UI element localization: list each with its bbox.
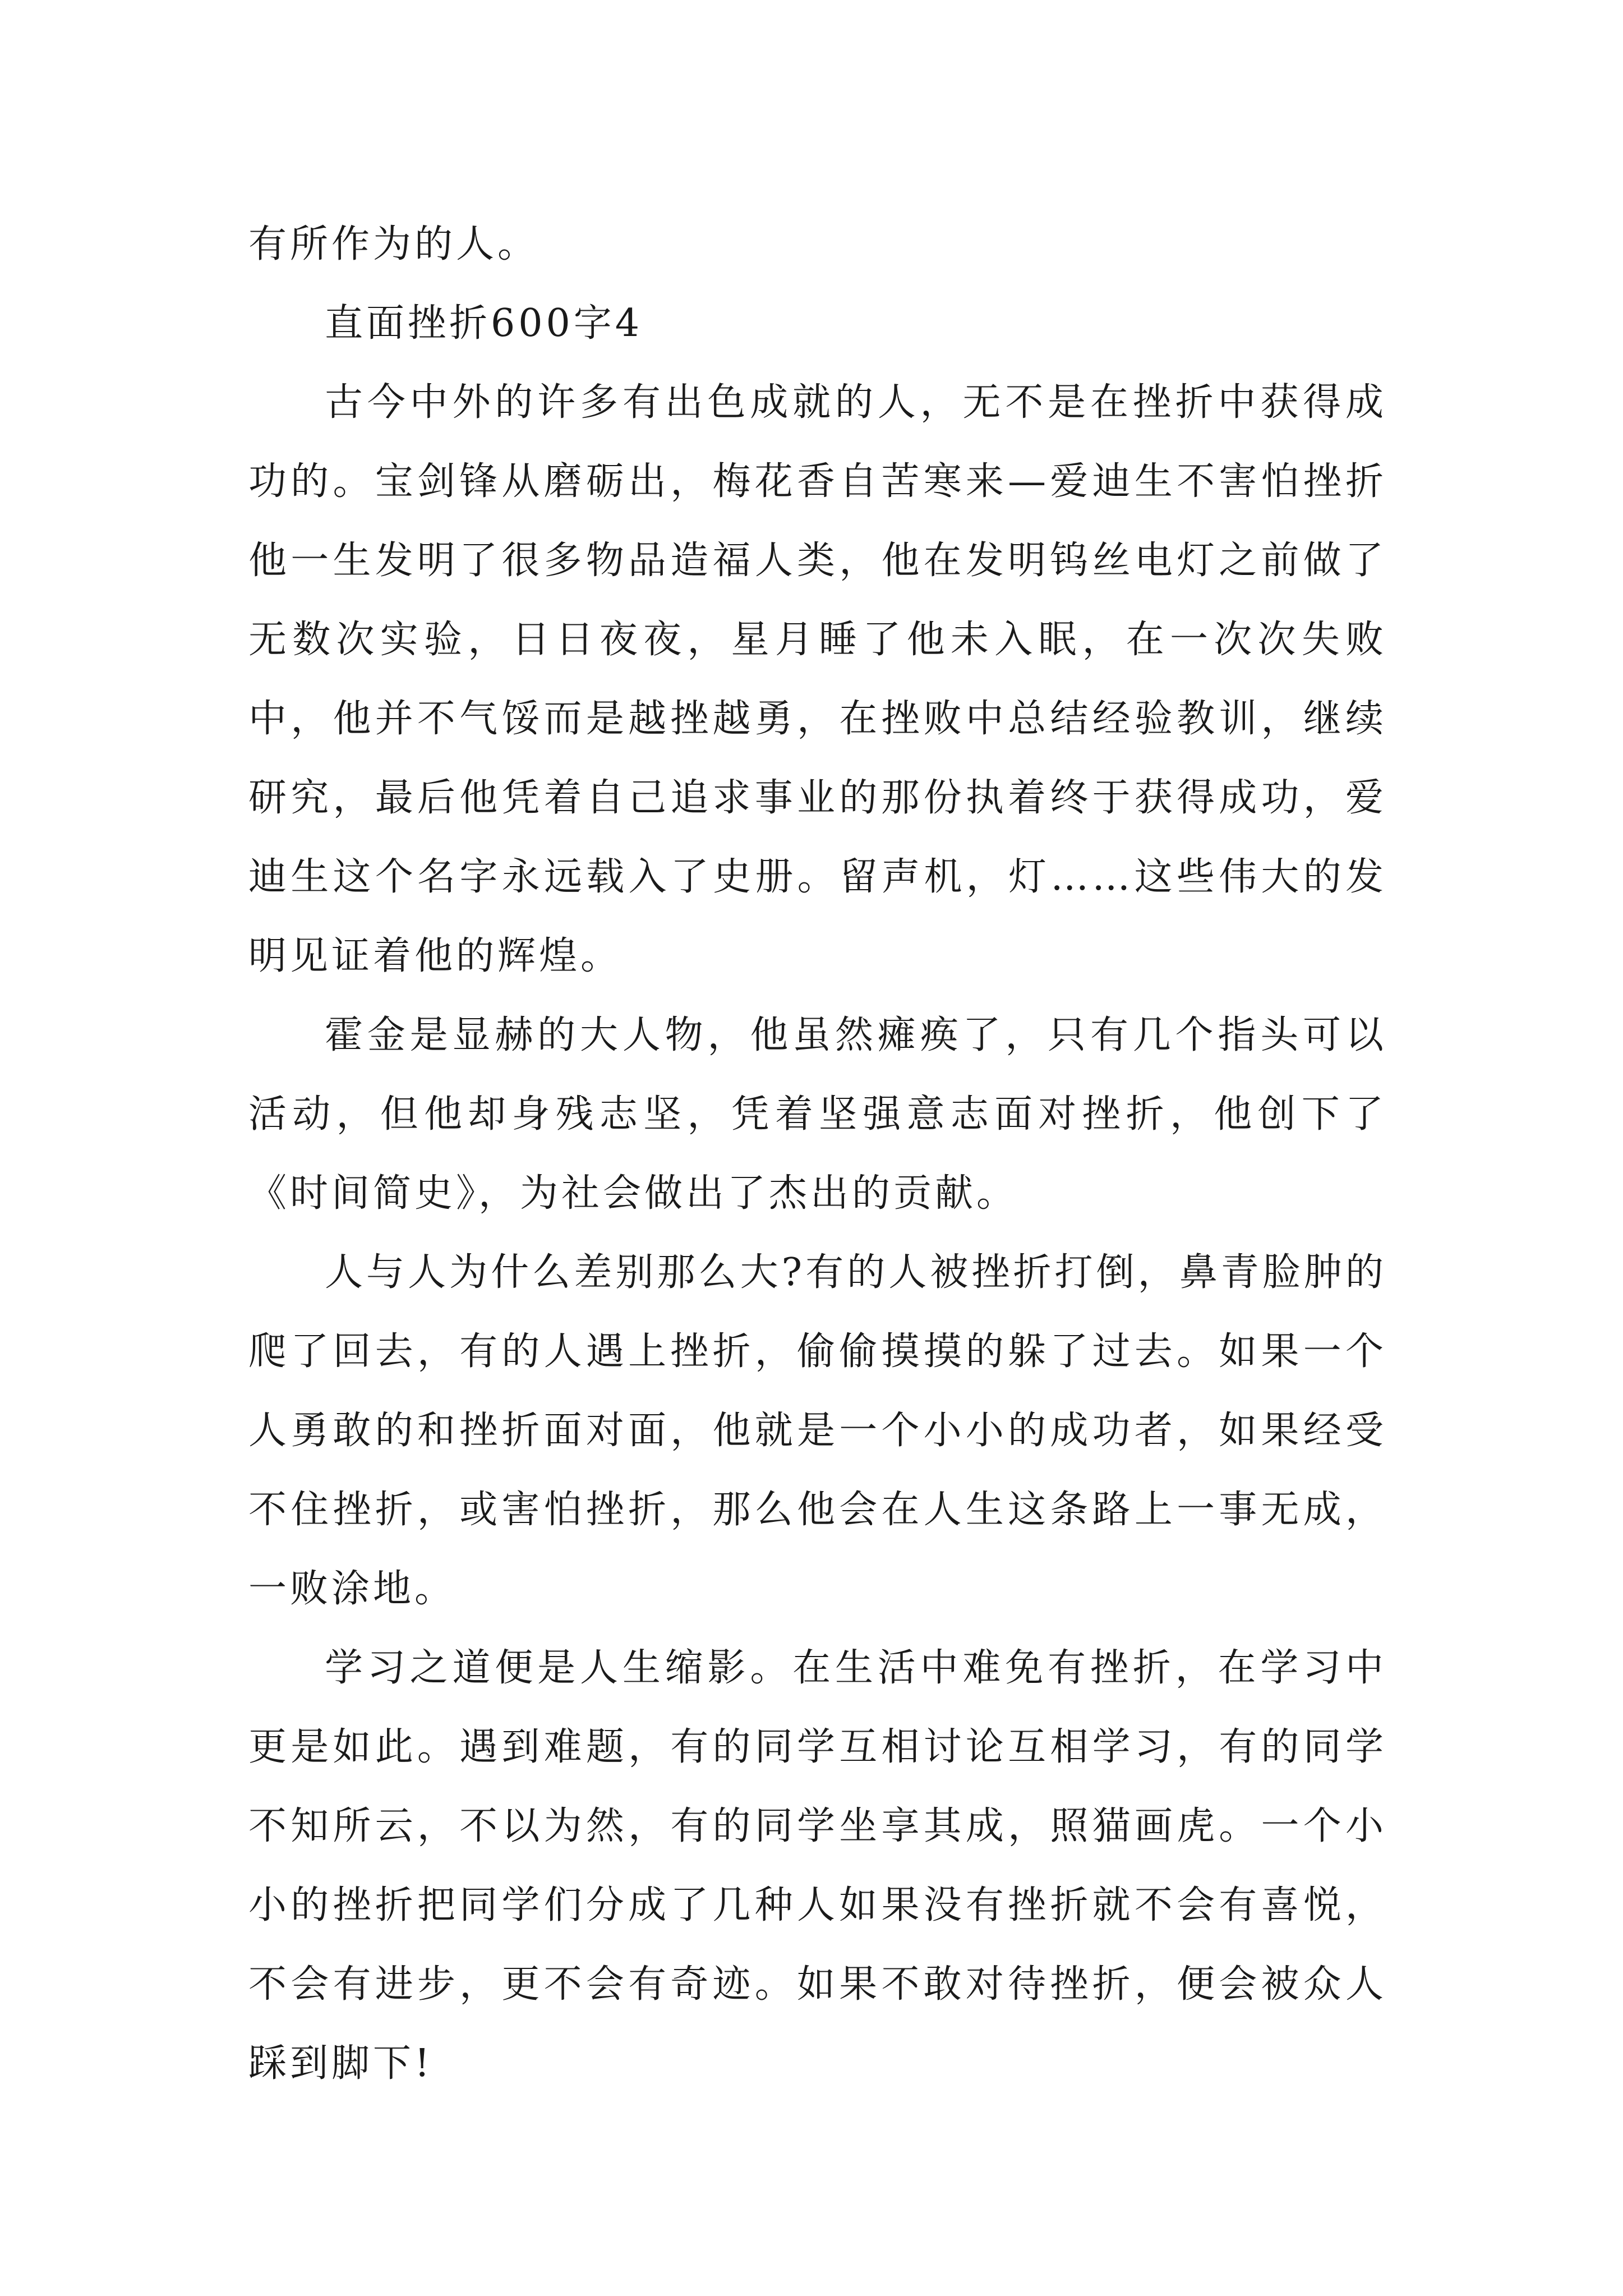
paragraph-difference: 人与人为什么差别那么大?有的人被挫折打倒，鼻青脸肿的爬了回去，有的人遇上挫折，偷偷摸摸的躲了过去。如果一个人勇敢的和挫折面对面，他就是一个小小的成功者，如果经受不住挫折，或害怕挫折，那么他会在人生这条路上一事无成，一败涂地。: [248, 1250, 1387, 1611]
paragraph-study: 学习之道便是人生缩影。在生活中难免有挫折，在学习中更是如此。遇到难题，有的同学互相讨论互相学习，有的同学不知所云，不以为然，有的同学坐享其成，照猫画虎。一个小小的挫折把同学们分成了几种人如果没有挫折就不会有喜悦，不会有进步，更不会有奇迹。如果不敢对待挫折，便会被众人踩到脚下!: [248, 1646, 1387, 2086]
paragraph-edison: 古今中外的许多有出色成就的人，无不是在挫折中获得成功的。宝剑锋从磨砺出，梅花香自苦寒来—爱迪生不害怕挫折他一生发明了很多物品造福人类，他在发明钨丝电灯之前做了无数次实验，日日夜夜，星月睡了他未入眠，在一次次失败中，他并不气馁而是越挫越勇，在挫败中总结经验教训，继续研究，最后他凭着自己追求事业的那份执着终于获得成功，爱迪生这个名字永远载入了史册。留声机，灯……这些伟大的发明见证着他的辉煌。: [248, 380, 1387, 978]
paragraph-hawking: 霍金是显赫的大人物，他虽然瘫痪了，只有几个指头可以活动，但他却身残志坚，凭着坚强意志面对挫折，他创下了《时间简史》，为社会做出了杰出的贡献。: [248, 1013, 1387, 1216]
document-body: [248, 205, 1387, 2103]
section-heading: 直面挫折600字4: [325, 301, 643, 346]
continuation-text: 有所作为的人。: [248, 222, 540, 266]
